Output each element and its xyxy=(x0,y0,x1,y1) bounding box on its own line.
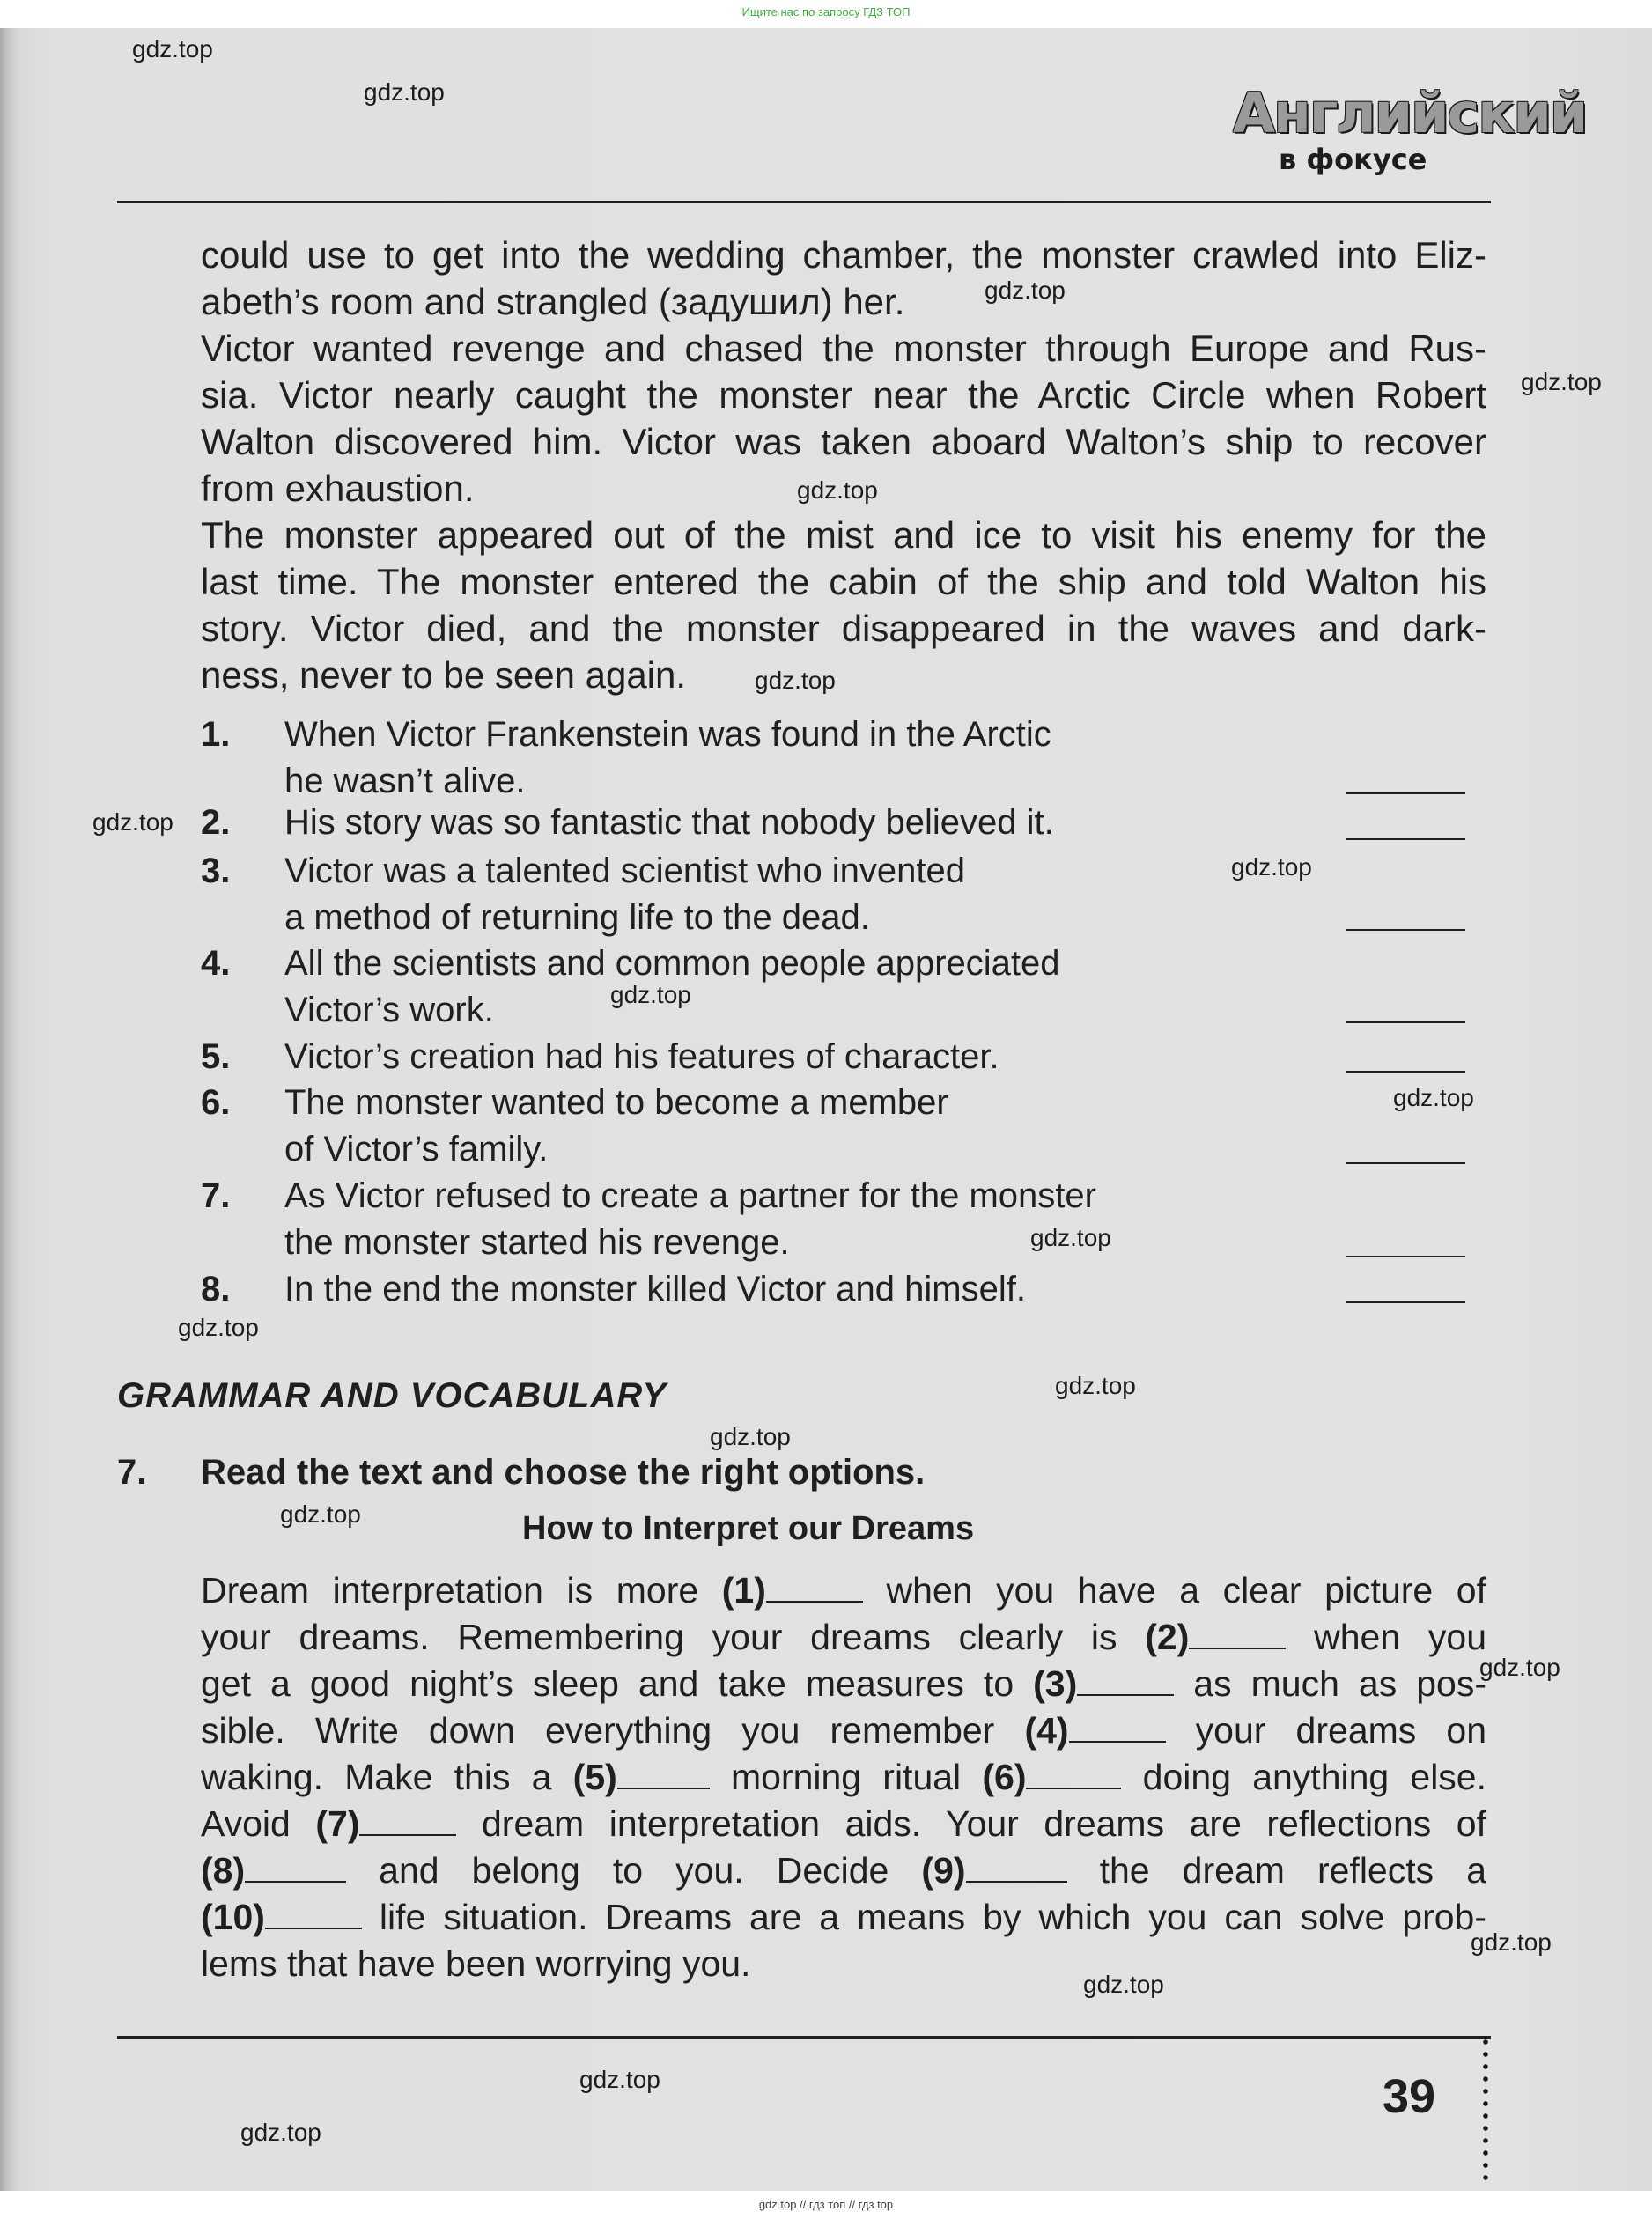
text-segment: sible. Write down everything you remember xyxy=(201,1710,1025,1751)
watermark: gdz.top xyxy=(579,2066,660,2093)
text-line: ness, never to be seen again. xyxy=(201,654,687,696)
gap-blank[interactable] xyxy=(966,1851,1067,1883)
text-segment: and belong to you. Decide xyxy=(346,1850,922,1891)
statement-number: 1. xyxy=(201,715,231,754)
text-segment: doing anything else. xyxy=(1121,1757,1487,1797)
watermark: gdz.top xyxy=(178,1314,259,1341)
story-paragraph-3 xyxy=(201,512,1486,698)
text-line: could use to get into the wedding chamber, the monster crawled into Eliz- xyxy=(201,234,1486,276)
watermark: gdz.top xyxy=(1231,853,1312,881)
gap-label: (4) xyxy=(1024,1710,1069,1751)
gap-blank[interactable] xyxy=(1077,1664,1174,1696)
page-number: 39 xyxy=(1383,2070,1436,2123)
text-segment: as much as pos- xyxy=(1174,1663,1486,1704)
logo-subtitle: в фокусе xyxy=(1279,143,1427,176)
gap-blank[interactable] xyxy=(766,1571,863,1603)
text-line xyxy=(201,1894,1486,1941)
statement-line: the monster started his revenge. xyxy=(284,1223,790,1262)
section-title: GRAMMAR AND VOCABULARY xyxy=(117,1376,667,1415)
text-line: Walton discovered him. Victor was taken aboard Walton’s ship to recover xyxy=(201,421,1486,462)
statement-7 xyxy=(201,1173,1469,1266)
answer-blank[interactable] xyxy=(1346,1301,1465,1303)
text-segment: when you have a clear picture of xyxy=(862,1570,1486,1611)
text-segment: lems that have been worrying you. xyxy=(201,1943,751,1984)
watermark: gdz.top xyxy=(364,78,445,106)
statement-line: of Victor’s family. xyxy=(284,1130,549,1168)
text-line xyxy=(201,1847,1486,1894)
text-line: The monster appeared out of the mist and ice to visit his enemy for the xyxy=(201,514,1486,556)
bottom-banner xyxy=(0,2191,1652,2219)
top-banner-text[interactable]: Ищите нас по запросу ГДЗ ТОП xyxy=(741,5,911,18)
watermark: gdz.top xyxy=(1521,368,1602,395)
text-segment: Avoid xyxy=(201,1803,316,1844)
watermark: gdz.top xyxy=(710,1423,791,1450)
watermark: gdz.top xyxy=(1471,1928,1552,1956)
text-title: How to Interpret our Dreams xyxy=(522,1510,975,1547)
text-line xyxy=(201,1707,1486,1754)
statement-number: 5. xyxy=(201,1037,231,1076)
text-segment: morning ritual xyxy=(709,1757,983,1797)
text-line xyxy=(201,1614,1486,1661)
text-line: sia. Victor nearly caught the monster near the Arctic Circle when Robert xyxy=(201,374,1486,416)
gap-label: (9) xyxy=(921,1850,966,1891)
watermark: gdz.top xyxy=(985,276,1066,304)
statement-line: As Victor refused to create a partner for the monster xyxy=(284,1176,1096,1215)
watermark: gdz.top xyxy=(1479,1654,1560,1681)
gap-blank[interactable] xyxy=(1026,1758,1121,1789)
watermark: gdz.top xyxy=(132,35,213,63)
statement-number: 8. xyxy=(201,1270,231,1309)
statement-line: Victor was a talented scientist who invented xyxy=(284,851,966,890)
answer-blank[interactable] xyxy=(1346,1256,1465,1257)
statement-4 xyxy=(201,940,1469,1034)
gap-label: (1) xyxy=(721,1570,766,1611)
statement-line: In the end the monster killed Victor and himself. xyxy=(284,1270,1026,1309)
page-edge-dots xyxy=(1482,2036,1489,2186)
statement-line: His story was so fantastic that nobody believed it. xyxy=(284,803,1054,842)
text-line: abeth’s room and strangled (задушил) her. xyxy=(201,281,905,322)
text-segment: waking. Make this a xyxy=(201,1757,573,1797)
gap-label: (5) xyxy=(572,1757,617,1797)
text-segment: life situation. Dreams are a means by which you can solve prob- xyxy=(361,1897,1486,1937)
answer-blank[interactable] xyxy=(1346,1021,1465,1023)
top-banner xyxy=(0,0,1652,28)
answer-blank[interactable] xyxy=(1346,1162,1465,1164)
statement-number: 6. xyxy=(201,1083,231,1122)
statement-line: The monster wanted to become a member xyxy=(284,1083,948,1122)
text-line: last time. The monster entered the cabin of the ship and told Walton his xyxy=(201,561,1486,602)
logo xyxy=(1233,81,1587,178)
gap-label: (2) xyxy=(1145,1617,1190,1657)
text-segment: your dreams on xyxy=(1165,1710,1486,1751)
gap-blank[interactable] xyxy=(1069,1711,1166,1743)
text-line xyxy=(201,1567,1486,1614)
text-segment: when you xyxy=(1286,1617,1487,1657)
watermark: gdz.top xyxy=(240,2119,321,2146)
text-line: story. Victor died, and the monster disappeared in the waves and dark- xyxy=(201,608,1486,649)
watermark: gdz.top xyxy=(1055,1372,1136,1399)
footer-rule xyxy=(117,2036,1491,2039)
statement-8 xyxy=(201,1266,1469,1313)
watermark: gdz.top xyxy=(280,1500,361,1528)
statement-line: he wasn’t alive. xyxy=(284,762,526,800)
text-segment: the dream reflects a xyxy=(1066,1850,1486,1891)
statement-number: 3. xyxy=(201,851,231,890)
watermark: gdz.top xyxy=(1393,1084,1474,1111)
watermark: gdz.top xyxy=(755,667,836,694)
gap-label: (8) xyxy=(201,1850,246,1891)
watermark: gdz.top xyxy=(610,981,691,1008)
watermark: gdz.top xyxy=(1083,1971,1164,1998)
statement-line: a method of returning life to the dead. xyxy=(284,898,870,937)
statement-line: All the scientists and common people appreciated xyxy=(284,944,1060,983)
statement-2 xyxy=(201,800,1469,846)
statement-line: When Victor Frankenstein was found in the Arctic xyxy=(284,715,1051,754)
gap-blank[interactable] xyxy=(245,1851,346,1883)
answer-blank[interactable] xyxy=(1346,838,1465,840)
text-segment: dream interpretation aids. Your dreams are reflections of xyxy=(456,1803,1486,1844)
statement-number: 2. xyxy=(201,803,231,842)
gap-label: (6) xyxy=(982,1757,1027,1797)
statement-6 xyxy=(201,1080,1469,1173)
statement-number: 4. xyxy=(201,944,231,983)
text-line xyxy=(201,1801,1486,1847)
answer-blank[interactable] xyxy=(1346,792,1465,794)
bottom-banner-text[interactable]: gdz top // гдз топ // гдз top xyxy=(758,2198,894,2211)
dream-text xyxy=(201,1567,1486,1987)
statement-line: Victor’s creation had his features of character. xyxy=(284,1037,999,1076)
gap-blank[interactable] xyxy=(265,1898,362,1929)
header-rule xyxy=(117,201,1491,203)
text-segment: Dream interpretation is more xyxy=(201,1570,722,1611)
text-segment: get a good night’s sleep and take measures to xyxy=(201,1663,1034,1704)
gap-blank[interactable] xyxy=(617,1758,710,1789)
gap-label: (3) xyxy=(1033,1663,1078,1704)
gap-blank[interactable] xyxy=(359,1804,456,1836)
text-line xyxy=(201,1941,1486,1987)
exercise-instruction: Read the text and choose the right options. xyxy=(201,1453,926,1492)
watermark: gdz.top xyxy=(92,808,173,836)
logo-title: Английский xyxy=(1233,81,1587,145)
statement-1 xyxy=(201,711,1469,805)
exercise-number: 7. xyxy=(117,1453,147,1492)
gap-blank[interactable] xyxy=(1189,1618,1286,1649)
statement-number: 7. xyxy=(201,1176,231,1215)
answer-blank[interactable] xyxy=(1346,929,1465,931)
answer-blank[interactable] xyxy=(1346,1071,1465,1073)
text-segment: your dreams. Remembering your dreams clearly is xyxy=(201,1617,1146,1657)
text-line xyxy=(201,1754,1486,1801)
watermark: gdz.top xyxy=(1030,1224,1111,1251)
story-paragraph-1 xyxy=(201,232,1486,325)
gap-label: (7) xyxy=(315,1803,360,1844)
text-line: from exhaustion. xyxy=(201,468,475,509)
watermark: gdz.top xyxy=(797,476,878,504)
gap-label: (10) xyxy=(201,1897,265,1937)
text-line xyxy=(201,1661,1486,1707)
statement-5 xyxy=(201,1034,1469,1080)
statement-line: Victor’s work. xyxy=(284,991,494,1029)
text-line: Victor wanted revenge and chased the monster through Europe and Rus- xyxy=(201,328,1486,369)
